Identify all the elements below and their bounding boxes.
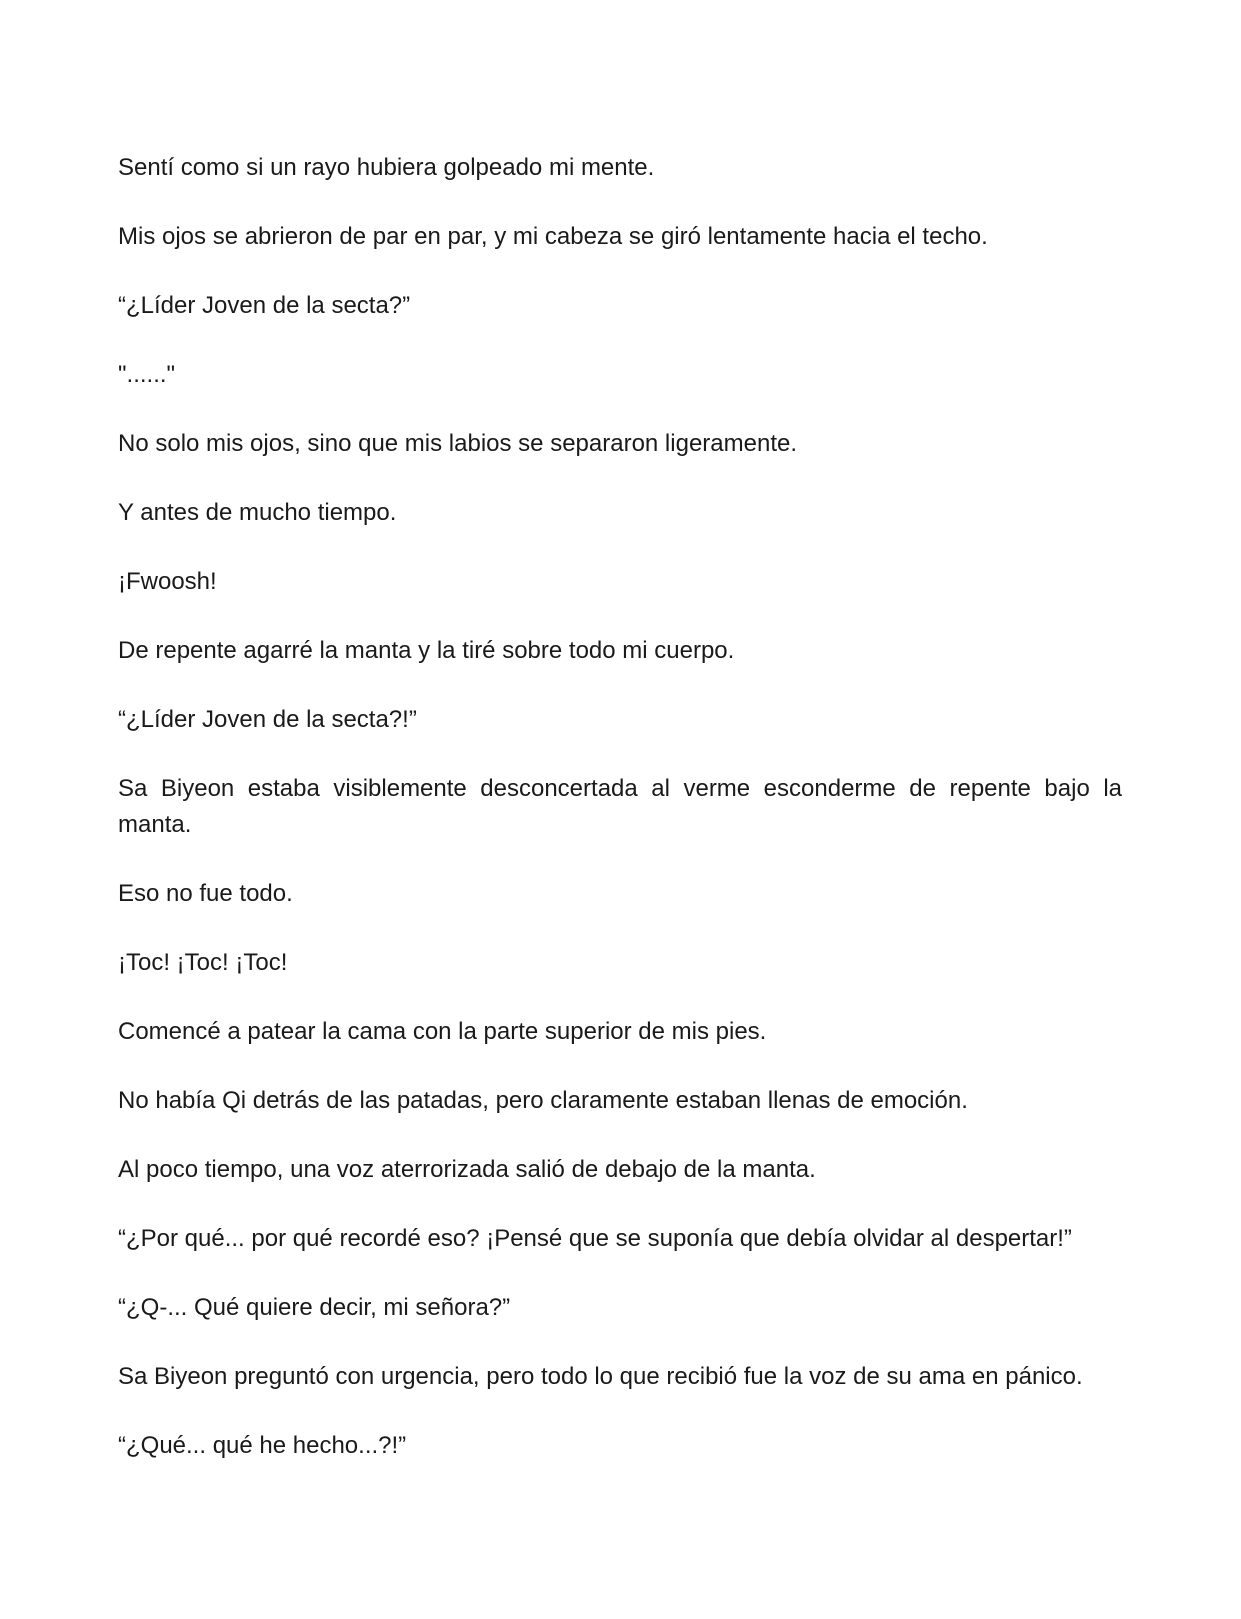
paragraph: Sentí como si un rayo hubiera golpeado mi mente. (118, 154, 655, 181)
paragraph: No solo mis ojos, sino que mis labios se separaron ligeramente. (118, 430, 797, 457)
paragraph: Eso no fue todo. (118, 880, 293, 907)
paragraph: “¿Qué... qué he hecho...?!” (118, 1432, 407, 1459)
paragraph: No había Qi detrás de las patadas, pero claramente estaban llenas de emoción. (118, 1087, 968, 1114)
paragraph: Y antes de mucho tiempo. (118, 499, 397, 526)
paragraph: ¡Toc! ¡Toc! ¡Toc! (118, 949, 288, 976)
paragraph: Sa Biyeon preguntó con urgencia, pero todo lo que recibió fue la voz de su ama en pánico. (118, 1363, 1083, 1390)
paragraph: “¿Líder Joven de la secta?” (118, 292, 411, 319)
paragraph: “¿Por qué... por qué recordé eso? ¡Pensé que se suponía que debía olvidar al despertar!” (118, 1225, 1072, 1252)
paragraph: “¿Q-... Qué quiere decir, mi señora?” (118, 1294, 511, 1321)
paragraph: "......" (118, 361, 176, 388)
paragraph: ¡Fwoosh! (118, 568, 217, 595)
paragraph: Mis ojos se abrieron de par en par, y mi cabeza se giró lentamente hacia el techo. (118, 223, 988, 250)
paragraph: “¿Líder Joven de la secta?!” (118, 706, 417, 733)
paragraph: Al poco tiempo, una voz aterrorizada salió de debajo de la manta. (118, 1156, 816, 1183)
paragraph: Sa Biyeon estaba visiblemente desconcertada al verme esconderme de repente bajo la manta. (118, 775, 1122, 838)
paragraph: De repente agarré la manta y la tiré sobre todo mi cuerpo. (118, 637, 735, 664)
document-body (118, 150, 1122, 1497)
paragraph: Comencé a patear la cama con la parte superior de mis pies. (118, 1018, 767, 1045)
